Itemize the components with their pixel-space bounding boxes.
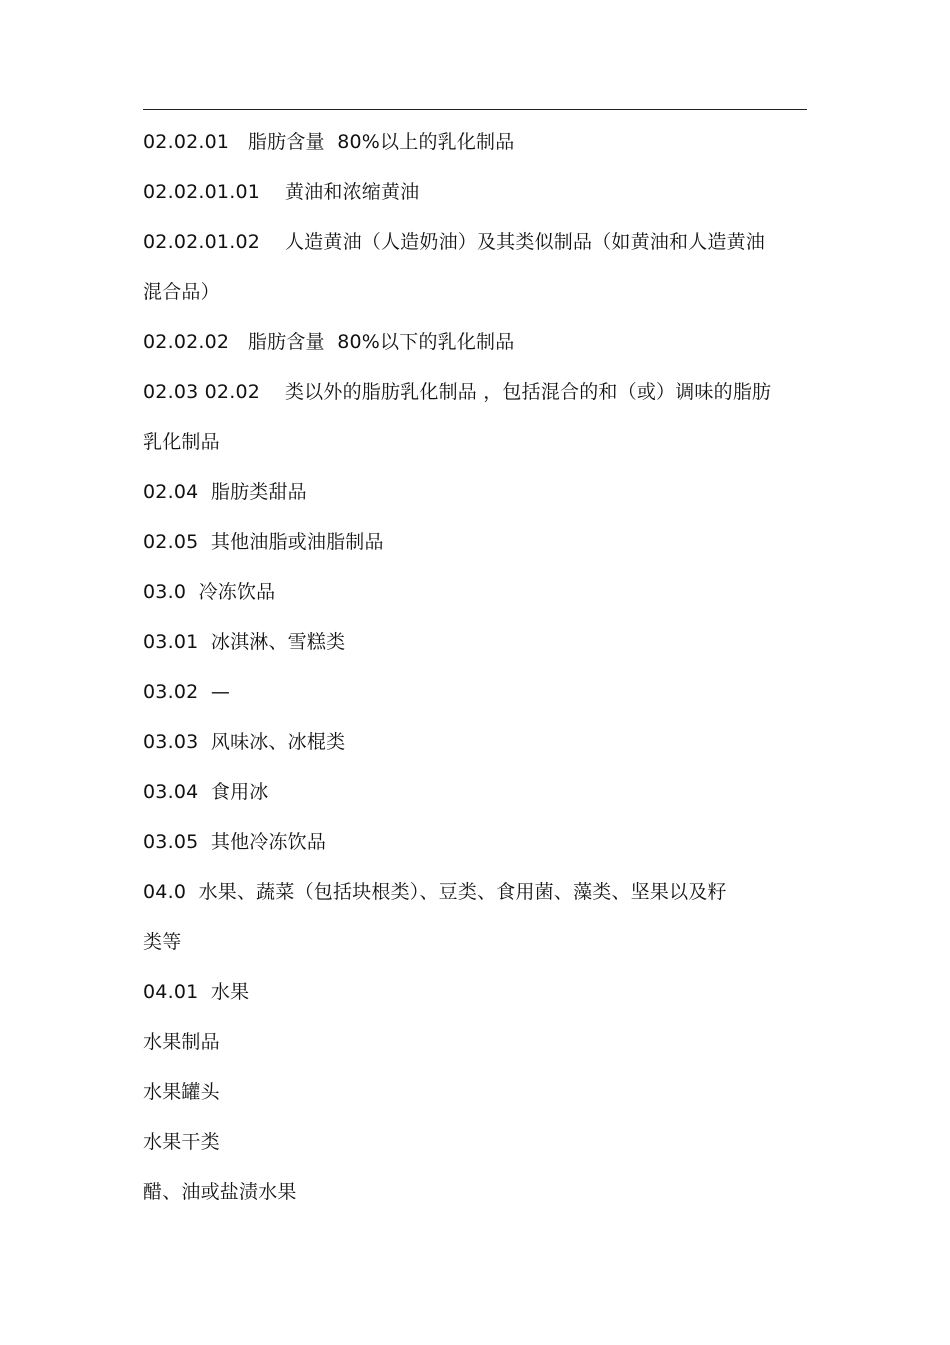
text-line: 乳化制品 (143, 431, 220, 453)
text-line: 04.0 水果、蔬菜（包括块根类）、豆类、食用菌、藻类、坚果以及籽 (143, 881, 727, 903)
text-line: 02.02.01 脂肪含量 80%以上的乳化制品 (143, 131, 515, 153)
text-line: 类等 (143, 931, 182, 953)
text-line: 混合品） (143, 281, 220, 303)
text-line: 02.05 其他油脂或油脂制品 (143, 531, 384, 553)
text-line: 03.04 食用冰 (143, 781, 269, 803)
text-line: 03.03 风味冰、冰棍类 (143, 731, 346, 753)
text-line: 03.02 — (143, 681, 231, 703)
text-line: 04.01 水果 (143, 981, 250, 1003)
text-line: 水果制品 (143, 1031, 220, 1053)
text-line: 水果干类 (143, 1131, 220, 1153)
document-body (143, 125, 807, 1225)
text-line: 02.02.02 脂肪含量 80%以下的乳化制品 (143, 331, 515, 353)
text-line: 02.02.01.01 黄油和浓缩黄油 (143, 181, 420, 203)
text-line: 03.0 冷冻饮品 (143, 581, 276, 603)
text-line: 水果罐头 (143, 1081, 220, 1103)
text-line: 02.03 02.02 类以外的脂肪乳化制品 ，包括混合的和（或）调味的脂肪 (143, 381, 772, 403)
header-rule (143, 109, 807, 110)
text-line: 03.01 冰淇淋、雪糕类 (143, 631, 346, 653)
text-line: 03.05 其他冷冻饮品 (143, 831, 327, 853)
text-line: 醋、油或盐渍水果 (143, 1181, 297, 1203)
text-line: 02.02.01.02 人造黄油（人造奶油）及其类似制品（如黄油和人造黄油 (143, 231, 765, 253)
text-line: 02.04 脂肪类甜品 (143, 481, 307, 503)
